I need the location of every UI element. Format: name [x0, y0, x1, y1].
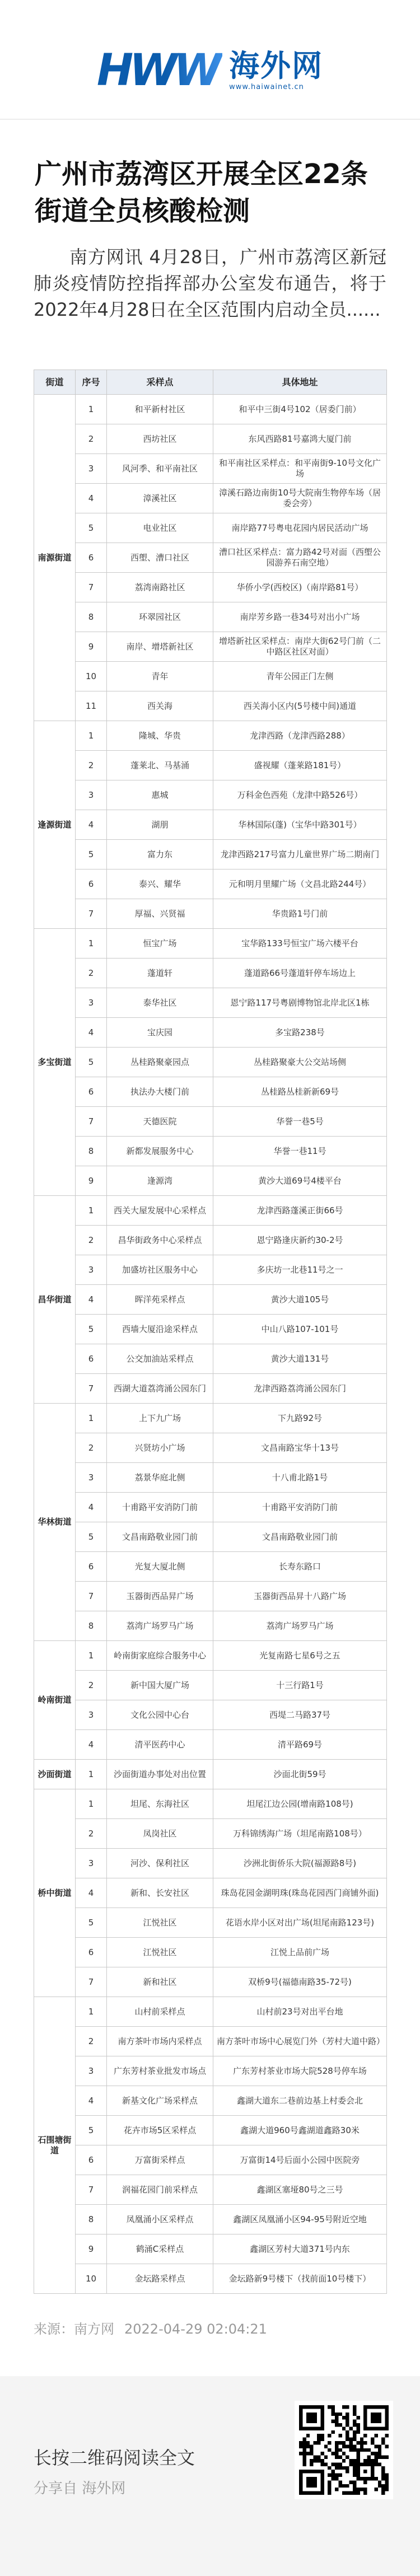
table-row: [34, 1997, 387, 2027]
site-address: 华誉一巷11号: [213, 1137, 387, 1166]
table-row: [34, 2234, 387, 2264]
site-name: 江悦社区: [107, 1938, 213, 1967]
site-address: 南岸路77号粤电花园内居民活动广场: [213, 513, 387, 543]
site-name: 隆城、华贵: [107, 721, 213, 751]
site-name: 新中国大厦广场: [107, 1671, 213, 1700]
row-number: 1: [76, 1641, 107, 1671]
row-number: 8: [76, 1137, 107, 1166]
table-row: [34, 1819, 387, 1849]
article-source: [34, 2320, 420, 2339]
table-row: [34, 1077, 387, 1107]
site-name: 西塱、漕口社区: [107, 543, 213, 573]
site-name: 江悦社区: [107, 1908, 213, 1938]
site-address: 珠岛花园金湖明珠(珠岛花园西门商铺外面): [213, 1878, 387, 1908]
table-row: [34, 929, 387, 959]
logo-letters: HWW: [97, 49, 222, 92]
site-name: 西墙大厦沿途采样点: [107, 1315, 213, 1344]
site-name: 荔湾广场罗马广场: [107, 1611, 213, 1641]
street-name: 南源街道: [34, 395, 76, 721]
site-name: 坦尾、东海社区: [107, 1789, 213, 1819]
site-name: 湖朋: [107, 810, 213, 840]
site-address: 鑫湖区凤凰涌小区94-95号附近空地: [213, 2205, 387, 2234]
site-address: 漳溪石路边南街10号大院南生物停车场（居委会旁）: [213, 484, 387, 513]
site-name: 岭南街家庭综合服务中心: [107, 1641, 213, 1671]
site-address: 华林国际(蓬)（宝华中路301号）: [213, 810, 387, 840]
site-address: 黄沙大道131号: [213, 1344, 387, 1374]
table-body: [34, 395, 387, 2294]
site-name: 风河季、和平南社区: [107, 454, 213, 484]
table-row: [34, 2056, 387, 2086]
site-address: 广东芳村茶业市场大院528号停车场: [213, 2056, 387, 2086]
qr-code: [295, 2401, 393, 2499]
site-address: 鑫湖大道960号鑫湖道鑫路30米: [213, 2116, 387, 2145]
site-address: 多庆坊一北巷11号之一: [213, 1255, 387, 1285]
row-number: 5: [76, 513, 107, 543]
site-address: 黄沙大道69号4楼平台: [213, 1166, 387, 1196]
source-outlet: 来源：南方网: [34, 2321, 114, 2337]
site-address: 花语水岸小区对出广场(坦尾南路123号): [213, 1908, 387, 1938]
table-row: [34, 395, 387, 424]
row-number: 3: [76, 454, 107, 484]
share-from-text: 分享自 海外网: [34, 2480, 126, 2497]
logo-url: www.haiwainet.cn: [229, 83, 304, 91]
row-number: 3: [76, 1255, 107, 1285]
site-address: 和平中三街4号102（居委门前）: [213, 395, 387, 424]
sampling-sites-table: [34, 370, 387, 2294]
site-address: 下九路92号: [213, 1404, 387, 1433]
row-number: 10: [76, 662, 107, 691]
table-row: [34, 2116, 387, 2145]
site-name: 西坊社区: [107, 424, 213, 454]
site-address: 金坛路新9号楼下（找前面10号楼下）: [213, 2264, 387, 2294]
site-name: 文化公园中心台: [107, 1700, 213, 1730]
row-number: 5: [76, 1315, 107, 1344]
street-name: 岭南街道: [34, 1641, 76, 1760]
site-address: 荔湾广场罗马广场: [213, 1611, 387, 1641]
table-row: [34, 2027, 387, 2056]
table-header-row: [34, 370, 387, 395]
site-name: 广东芳村茶业批发市场点: [107, 2056, 213, 2086]
table-row: [34, 959, 387, 988]
table-row: [34, 2145, 387, 2175]
row-number: 2: [76, 424, 107, 454]
row-number: 5: [76, 840, 107, 869]
site-address: 西关海小区内(5号楼中间)通道: [213, 691, 387, 721]
table-row: [34, 988, 387, 1018]
site-address: 长寿东路口: [213, 1552, 387, 1582]
table-row: [34, 1789, 387, 1819]
row-number: 7: [76, 1374, 107, 1404]
table-row: [34, 1493, 387, 1522]
site-name: 恒宝广场: [107, 929, 213, 959]
article-lead: 南方网讯 4月28日，广州市荔湾区新冠肺炎疫情防控指挥部办公室发布通告，将于2022年4月28日在全区范围内启动全员......: [34, 246, 386, 320]
row-number: 3: [76, 1849, 107, 1878]
table-row: [34, 1849, 387, 1878]
table-row: [34, 1908, 387, 1938]
row-number: 9: [76, 2234, 107, 2264]
site-name: 西关海: [107, 691, 213, 721]
row-number: 7: [76, 2175, 107, 2205]
site-address: 盛视耀（蓬莱路181号）: [213, 751, 387, 780]
row-number: 2: [76, 2027, 107, 2056]
site-name: 南方茶叶市场内采样点: [107, 2027, 213, 2056]
masthead: [0, 0, 420, 120]
row-number: 5: [76, 1048, 107, 1077]
share-footer: [0, 2376, 420, 2576]
site-name: 宝庆园: [107, 1018, 213, 1048]
site-name: 文昌南路敬业园门前: [107, 1522, 213, 1552]
site-address: 和平南社区采样点：和平南街9-10号文化广场: [213, 454, 387, 484]
site-address: 鑫湖大道东二巷前边基上村委会北: [213, 2086, 387, 2116]
row-number: 6: [76, 1077, 107, 1107]
table-row: [34, 1967, 387, 1997]
article-title: 广州市荔湾区开展全区22条街道全员核酸检测: [35, 158, 368, 227]
site-address: 山村前23号对出平台地: [213, 1997, 387, 2027]
site-address: 十三行路1号: [213, 1671, 387, 1700]
table-row: [34, 543, 387, 573]
site-address: 万科锦绣海广场（坦尾南路108号）: [213, 1819, 387, 1849]
table-row: [34, 1552, 387, 1582]
source-time: 2022-04-29 02:04:21: [124, 2321, 267, 2337]
site-address: 黄沙大道105号: [213, 1285, 387, 1315]
table-row: [34, 2086, 387, 2116]
table-row: [34, 2175, 387, 2205]
row-number: 6: [76, 543, 107, 573]
table-row: [34, 1522, 387, 1552]
header-address: 具体地址: [213, 370, 387, 395]
site-address: 鑫湖区塞垭80号之三号: [213, 2175, 387, 2205]
row-number: 1: [76, 721, 107, 751]
row-number: 2: [76, 1433, 107, 1463]
site-address: 中山八路107-101号: [213, 1315, 387, 1344]
site-name: 电业社区: [107, 513, 213, 543]
table-row: [34, 1137, 387, 1166]
row-number: 1: [76, 395, 107, 424]
row-number: 2: [76, 751, 107, 780]
site-name: 昌华街政务中心采样点: [107, 1226, 213, 1255]
street-name: 石围塘街道: [34, 1997, 76, 2294]
site-name: 花卉市场5区采样点: [107, 2116, 213, 2145]
site-name: 南岸、增塔新社区: [107, 632, 213, 662]
table-row: [34, 454, 387, 484]
row-number: 4: [76, 1878, 107, 1908]
table-row: [34, 691, 387, 721]
street-name: 多宝街道: [34, 929, 76, 1196]
haiwainet-logo: [96, 45, 324, 96]
row-number: 5: [76, 1522, 107, 1552]
row-number: 6: [76, 1344, 107, 1374]
row-number: 8: [76, 602, 107, 632]
street-name: 沙面街道: [34, 1760, 76, 1789]
table-row: [34, 573, 387, 602]
row-number: 6: [76, 1552, 107, 1582]
site-name: 新基文化广场采样点: [107, 2086, 213, 2116]
street-name: 逢源街道: [34, 721, 76, 929]
site-name: 荔景华庭北侧: [107, 1463, 213, 1493]
table-row: [34, 2264, 387, 2294]
site-name: 光复大厦北侧: [107, 1552, 213, 1582]
header-number: 序号: [76, 370, 107, 395]
site-address: 文昌南路宝华十13号: [213, 1433, 387, 1463]
logo-wordmark: [229, 49, 323, 92]
street-name: 华林街道: [34, 1404, 76, 1641]
row-number: 1: [76, 929, 107, 959]
row-number: 4: [76, 484, 107, 513]
table-row: [34, 1700, 387, 1730]
site-address: 西堤二马路37号: [213, 1700, 387, 1730]
site-name: 公交加油站采样点: [107, 1344, 213, 1374]
site-address: 南方茶叶市场中心展览门外（芳村大道中路）: [213, 2027, 387, 2056]
qr-code-image: [299, 2405, 389, 2495]
site-address: 龙津西路蓬溪正街66号: [213, 1196, 387, 1226]
site-name: 西湖大道荔湾涌公园东门: [107, 1374, 213, 1404]
table-row: [34, 1344, 387, 1374]
table-row: [34, 1166, 387, 1196]
site-name: 荔湾南路社区: [107, 573, 213, 602]
row-number: 7: [76, 1582, 107, 1611]
site-address: 元和明月里耀广场（文昌北路244号）: [213, 869, 387, 899]
row-number: 5: [76, 2116, 107, 2145]
row-number: 3: [76, 1463, 107, 1493]
table-row: [34, 1938, 387, 1967]
site-address: 宝华路133号恒宝广场六楼平台: [213, 929, 387, 959]
table-row: [34, 1611, 387, 1641]
table-row: [34, 810, 387, 840]
row-number: 4: [76, 1285, 107, 1315]
site-address: 沙面北街59号: [213, 1760, 387, 1789]
site-address: 东风西路81号嘉鸿大厦门前: [213, 424, 387, 454]
site-name: 漳溪社区: [107, 484, 213, 513]
site-address: 沙洲北街侨乐大院(福源路8号): [213, 1849, 387, 1878]
site-name: 润福花园门前采样点: [107, 2175, 213, 2205]
site-name: 厚福、兴贤福: [107, 899, 213, 929]
table-row: [34, 1374, 387, 1404]
table-row: [34, 840, 387, 869]
street-name: 桥中街道: [34, 1789, 76, 1997]
row-number: 5: [76, 1908, 107, 1938]
site-name: 新和社区: [107, 1967, 213, 1997]
site-name: 丛桂路聚豪园点: [107, 1048, 213, 1077]
row-number: 9: [76, 1166, 107, 1196]
site-name: 万富街采样点: [107, 2145, 213, 2175]
row-number: 1: [76, 1196, 107, 1226]
site-address: 坦尾江边公园(增南路108号): [213, 1789, 387, 1819]
site-name: 惠城: [107, 780, 213, 810]
table-row: [34, 1196, 387, 1226]
table-row: [34, 1048, 387, 1077]
table-row: [34, 632, 387, 662]
row-number: 7: [76, 1967, 107, 1997]
table-row: [34, 899, 387, 929]
site-address: 华贵路1号门前: [213, 899, 387, 929]
site-address: 青年公园正门左侧: [213, 662, 387, 691]
row-number: 3: [76, 1700, 107, 1730]
table-row: [34, 1315, 387, 1344]
site-address: 玉器街西品昇十八路广场: [213, 1582, 387, 1611]
site-name: 沙面街道办事处对出位置: [107, 1760, 213, 1789]
site-address: 十八甫北路1号: [213, 1463, 387, 1493]
site-address: 丛桂路聚豪大公交站场侧: [213, 1048, 387, 1077]
site-name: 加盛坊社区服务中心: [107, 1255, 213, 1285]
row-number: 1: [76, 1404, 107, 1433]
site-name: 蓬道轩: [107, 959, 213, 988]
row-number: 6: [76, 869, 107, 899]
row-number: 3: [76, 988, 107, 1018]
site-name: 天德医院: [107, 1107, 213, 1137]
table-row: [34, 1671, 387, 1700]
site-address: 华誉一巷5号: [213, 1107, 387, 1137]
row-number: 10: [76, 2264, 107, 2294]
site-name: 鹤涌C采样点: [107, 2234, 213, 2264]
table-row: [34, 1641, 387, 1671]
site-name: 晖洋苑采样点: [107, 1285, 213, 1315]
site-address: 江悦上品前广场: [213, 1938, 387, 1967]
site-address: 蓬道路66号蓬道轩停车场边上: [213, 959, 387, 988]
site-address: 光复南路七星6号之五: [213, 1641, 387, 1671]
street-name: 昌华街道: [34, 1196, 76, 1404]
site-address: 万富街14号后面小公园中医院旁: [213, 2145, 387, 2175]
site-address: 华侨小学(西校区)（南岸路81号）: [213, 573, 387, 602]
table-row: [34, 513, 387, 543]
site-name: 执法办大楼门前: [107, 1077, 213, 1107]
table-row: [34, 602, 387, 632]
row-number: 3: [76, 2056, 107, 2086]
row-number: 1: [76, 1760, 107, 1789]
header-street: 街道: [34, 370, 76, 395]
table-row: [34, 1255, 387, 1285]
row-number: 6: [76, 2145, 107, 2175]
site-address: 漕口社区采样点：富力路42号对面（西塱公园游养石南空地）: [213, 543, 387, 573]
site-address: 龙津西路荔湾涌公园东门: [213, 1374, 387, 1404]
site-name: 新都发展服务中心: [107, 1137, 213, 1166]
site-address: 十甫路平安消防门前: [213, 1493, 387, 1522]
row-number: 7: [76, 1107, 107, 1137]
site-name: 新和、长安社区: [107, 1878, 213, 1908]
site-name: 兴贤坊小广场: [107, 1433, 213, 1463]
site-address: 清平路69号: [213, 1730, 387, 1760]
site-name: 泰兴、耀华: [107, 869, 213, 899]
row-number: 6: [76, 1938, 107, 1967]
site-address: 鑫湖区芳村大道371号内东: [213, 2234, 387, 2264]
site-name: 西关大屋发展中心采样点: [107, 1196, 213, 1226]
row-number: 1: [76, 1997, 107, 2027]
table-row: [34, 1018, 387, 1048]
site-name: 青年: [107, 662, 213, 691]
table-row: [34, 1433, 387, 1463]
site-name: 河沙、保利社区: [107, 1849, 213, 1878]
table-row: [34, 1226, 387, 1255]
site-address: 恩宁路逢庆新约30-2号: [213, 1226, 387, 1255]
site-name: 山村前采样点: [107, 1997, 213, 2027]
site-name: 十甫路平安消防门前: [107, 1493, 213, 1522]
row-number: 2: [76, 1226, 107, 1255]
site-name: 蓬莱北、马基涌: [107, 751, 213, 780]
table-row: [34, 721, 387, 751]
row-number: 8: [76, 1611, 107, 1641]
site-address: 恩宁路117号粤剧博物馆北岸北区1栋: [213, 988, 387, 1018]
site-name: 环翠园社区: [107, 602, 213, 632]
table-row: [34, 1760, 387, 1789]
table-row: [34, 780, 387, 810]
site-name: 上下九广场: [107, 1404, 213, 1433]
site-name: 泰华社区: [107, 988, 213, 1018]
site-address: 万科金色西苑（龙津中路526号）: [213, 780, 387, 810]
site-name: 和平新村社区: [107, 395, 213, 424]
site-address: 南岸芳乡路一巷34号对出小广场: [213, 602, 387, 632]
row-number: 1: [76, 1789, 107, 1819]
site-name: 清平医药中心: [107, 1730, 213, 1760]
row-number: 7: [76, 573, 107, 602]
row-number: 8: [76, 2205, 107, 2234]
table-row: [34, 424, 387, 454]
site-address: 文昌南路敬业园门前: [213, 1522, 387, 1552]
row-number: 11: [76, 691, 107, 721]
site-name: 凤凰涌小区采样点: [107, 2205, 213, 2234]
site-address: 龙津西路217号富力儿童世界广场二期南门: [213, 840, 387, 869]
site-name: 玉器街西品昇广场: [107, 1582, 213, 1611]
row-number: 4: [76, 1018, 107, 1048]
table-row: [34, 1878, 387, 1908]
site-name: 逢源湾: [107, 1166, 213, 1196]
site-name: 富力东: [107, 840, 213, 869]
site-address: 多宝路238号: [213, 1018, 387, 1048]
table-row: [34, 1582, 387, 1611]
row-number: 4: [76, 2086, 107, 2116]
table-row: [34, 1285, 387, 1315]
row-number: 3: [76, 780, 107, 810]
header-site: 采样点: [107, 370, 213, 395]
table-row: [34, 662, 387, 691]
table-row: [34, 751, 387, 780]
row-number: 2: [76, 1671, 107, 1700]
qr-hint-text: 长按二维码阅读全文: [34, 2447, 195, 2469]
logo-name: 海外网: [229, 48, 324, 83]
row-number: 4: [76, 1730, 107, 1760]
site-address: 龙津西路（龙津西路288）: [213, 721, 387, 751]
table-row: [34, 1463, 387, 1493]
table-row: [34, 1404, 387, 1433]
table-row: [34, 2205, 387, 2234]
site-name: 凤岗社区: [107, 1819, 213, 1849]
table-row: [34, 484, 387, 513]
row-number: 2: [76, 1819, 107, 1849]
site-address: 丛桂路丛桂新新69号: [213, 1077, 387, 1107]
table-row: [34, 869, 387, 899]
site-name: 金坛路采样点: [107, 2264, 213, 2294]
row-number: 2: [76, 959, 107, 988]
row-number: 7: [76, 899, 107, 929]
site-address: 增塔新社区采样点：南岸大街62号门前（二中路区社区对面）: [213, 632, 387, 662]
site-address: 双桥9号(福德南路35-72号): [213, 1967, 387, 1997]
row-number: 4: [76, 810, 107, 840]
row-number: 9: [76, 632, 107, 662]
row-number: 4: [76, 1493, 107, 1522]
qr-modules: [299, 2405, 389, 2495]
table-row: [34, 1107, 387, 1137]
table-row: [34, 1730, 387, 1760]
